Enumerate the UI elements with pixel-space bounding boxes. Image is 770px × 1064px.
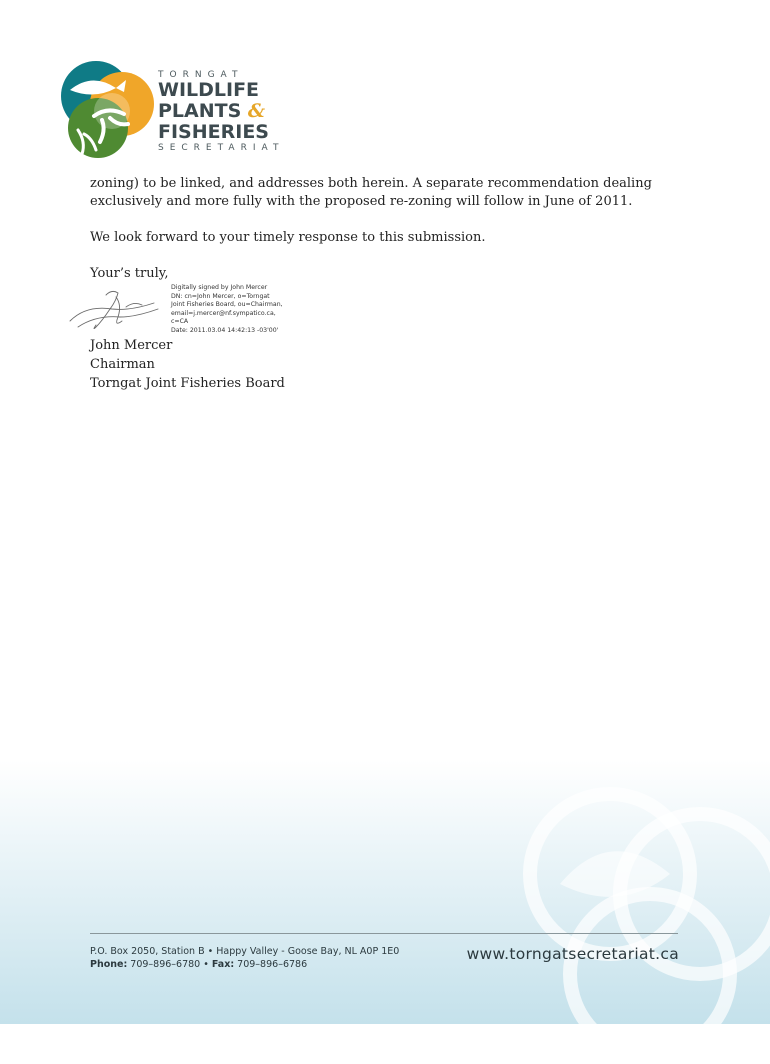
letterhead-line-fisheries: FISHERIES (158, 121, 269, 143)
letterhead-logo (58, 56, 298, 160)
letterhead-line-wildlife: WILDLIFE (158, 79, 260, 101)
letterhead-ampersand: & (247, 100, 266, 122)
digital-signature-details (171, 284, 291, 336)
fax-number: 709–896–6786 (234, 959, 308, 970)
paragraph-2: We look forward to your timely response to this submission. (90, 230, 486, 245)
phone-label: Phone: (90, 959, 128, 970)
phone-number: 709–896–6780 • (127, 959, 212, 970)
digital-signature-line: DN: cn=John Mercer, o=Torngat (171, 292, 270, 300)
closing-salutation: Your’s truly, (90, 266, 169, 281)
digital-signature-line: Digitally signed by John Mercer (171, 284, 268, 291)
digital-signature-line: Joint Fisheries Board, ou=Chairman, (171, 301, 283, 309)
letterhead-top-line: TORNGAT (158, 70, 244, 80)
footer-phone-fax (90, 958, 399, 971)
footer-divider (90, 933, 678, 934)
letterhead-line-plants (158, 101, 298, 122)
paragraph-1-line-1: zoning) to be linked, and addresses both herein. A separate recommendation dealing (90, 176, 652, 191)
paragraph-1-line-2: exclusively and more fully with the proposed re-zoning will follow in June of 2011. (90, 194, 633, 209)
signatory-title: Chairman (90, 357, 155, 372)
letterhead-bottom-line: SECRETARIAT (158, 143, 285, 153)
signatory-name: John Mercer (90, 338, 173, 353)
handwritten-signature (66, 287, 166, 335)
footer-website-link[interactable]: www.torngatsecretariat.ca (466, 945, 679, 963)
letterhead-wordmark (158, 70, 298, 153)
secretariat-emblem-icon (58, 56, 158, 160)
letterhead-plants-word: PLANTS (158, 100, 242, 122)
digital-signature-line: Date: 2011.03.04 14:42:13 -03'00' (171, 326, 279, 334)
watermark-logo (500, 764, 770, 1064)
footer-address: P.O. Box 2050, Station B • Happy Valley - Goose Bay, NL A0P 1E0 (90, 946, 400, 957)
fax-label: Fax: (211, 959, 235, 970)
digital-signature-line: email=j.mercer@nf.sympatico.ca, (171, 309, 276, 317)
footer-contact (90, 945, 399, 971)
signatory-organization: Torngat Joint Fisheries Board (90, 376, 285, 391)
digital-signature-line: c=CA (171, 318, 189, 326)
